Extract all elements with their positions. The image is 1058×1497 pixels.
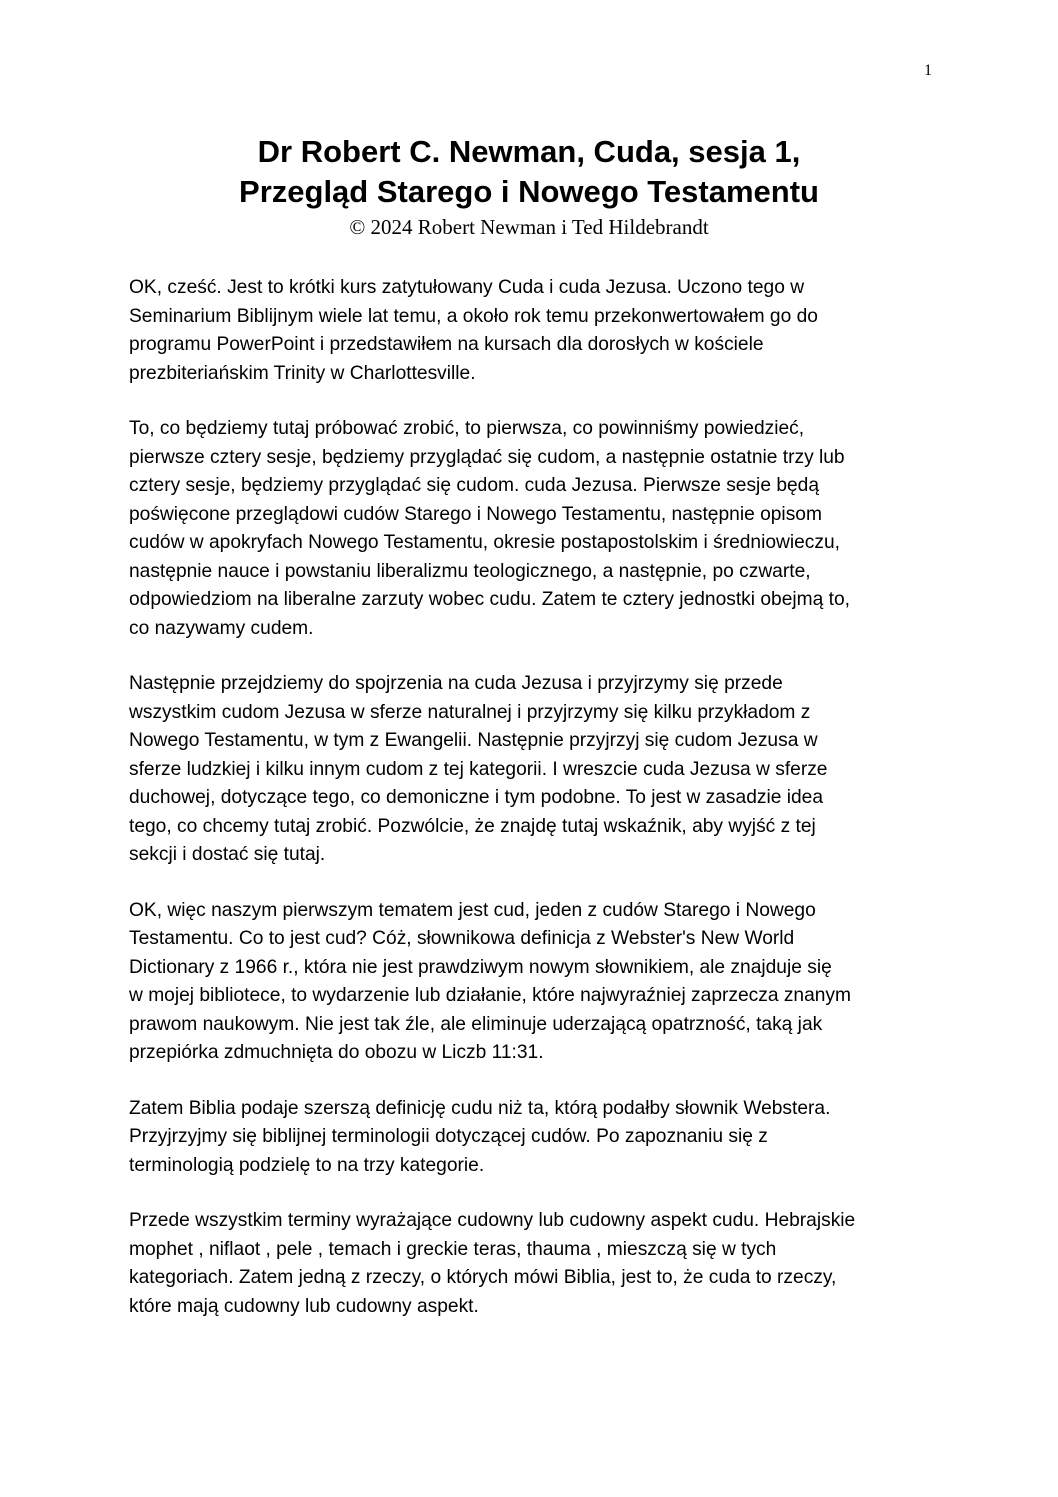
text-line: co nazywamy cudem. (129, 617, 314, 639)
text-line: Następnie przejdziemy do spojrzenia na cuda Jezusa i przyjrzymy się przede (129, 673, 783, 694)
title-line-2: Przegląd Starego i Nowego Testamentu (239, 174, 819, 209)
text-line: Dictionary z 1966 r., która nie jest prawdziwym nowym słownikiem, ale znajduje się (129, 956, 832, 978)
text-line: pierwsze cztery sesje, będziemy przyglądać się cudom, a następnie ostatnie trzy lub (129, 446, 845, 468)
title-line-1: Dr Robert C. Newman, Cuda, sesja 1, (257, 134, 801, 169)
text-line: sferze ludzkiej i kilku innym cudom z tej kategorii. I wreszcie cuda Jezusa w sferze (129, 758, 828, 780)
text-line: Zatem Biblia podaje szerszą definicję cudu niż ta, którą podałby słownik Webstera. (129, 1097, 831, 1119)
text-line: Nowego Testamentu, w tym z Ewangelii. Następnie przyjrzyj się cudom Jezusa w (129, 730, 818, 751)
document-body (129, 274, 929, 1348)
text-line: Seminarium Biblijnym wiele lat temu, a około rok temu przekonwertowałem go do (129, 305, 818, 327)
text-line: cztery sesje, będziemy przyglądać się cudom. cuda Jezusa. Pierwsze sesje będą (129, 475, 820, 496)
text-line: prawom naukowym. Nie jest tak źle, ale eliminuje uderzającą opatrzność, taką jak (129, 1013, 823, 1035)
text-line: programu PowerPoint i przedstawiłem na kursach dla dorosłych w kościele (129, 334, 764, 355)
paragraph (129, 897, 929, 1068)
text-line: terminologią podzielę to na trzy kategorie. (129, 1154, 485, 1176)
title-block (0, 132, 1058, 240)
text-line: duchowej, dotyczące tego, co demoniczne i tym podobne. To jest w zasadzie idea (129, 787, 823, 808)
copyright-notice: © 2024 Robert Newman i Ted Hildebrandt (349, 215, 709, 239)
text-line: To, co będziemy tutaj próbować zrobić, to pierwsza, co powinniśmy powiedzieć, (129, 418, 805, 439)
text-line: OK, cześć. Jest to krótki kurs zatytułowany Cuda i cuda Jezusa. Uczono tego w (129, 277, 805, 298)
text-line: poświęcone przeglądowi cudów Starego i Nowego Testamentu, następnie opisom (129, 503, 822, 525)
text-line: w mojej bibliotece, to wydarzenie lub działanie, które najwyraźniej zaprzecza znanym (129, 985, 852, 1006)
text-line: wszystkim cudom Jezusa w sferze naturalnej i przyjrzymy się kilku przykładom z (129, 701, 811, 723)
text-line: prezbiteriańskim Trinity w Charlottesville. (129, 362, 476, 384)
text-line: tego, co chcemy tutaj zrobić. Pozwólcie, że znajdę tutaj wskaźnik, aby wyjść z tej (129, 815, 816, 837)
paragraph (129, 1095, 929, 1181)
paragraph (129, 415, 929, 643)
text-line: odpowiedziom na liberalne zarzuty wobec cudu. Zatem te cztery jednostki obejmą to, (129, 589, 850, 610)
text-line: Przede wszystkim terminy wyrażające cudowny lub cudowny aspekt cudu. Hebrajskie (129, 1210, 856, 1231)
text-line: sekcji i dostać się tutaj. (129, 844, 326, 865)
paragraph (129, 670, 929, 870)
text-line: cudów w apokryfach Nowego Testamentu, okresie postapostolskim i średniowieczu, (129, 532, 840, 553)
text-line: następnie nauce i powstaniu liberalizmu teologicznego, a następnie, po czwarte, (129, 560, 811, 582)
text-line: Testamentu. Co to jest cud? Cóż, słownikowa definicja z Webster's New World (129, 928, 795, 949)
text-line: mophet , niflaot , pele , temach i greckie teras, thauma , mieszczą się w tych (129, 1238, 777, 1260)
text-line: OK, więc naszym pierwszym tematem jest cud, jeden z cudów Starego i Nowego (129, 899, 816, 921)
text-line: Przyjrzyjmy się biblijnej terminologii dotyczącej cudów. Po zapoznaniu się z (129, 1126, 768, 1147)
page-number: 1 (924, 62, 932, 79)
paragraph (129, 1207, 929, 1321)
text-line: które mają cudowny lub cudowny aspekt. (129, 1295, 479, 1317)
text-line: przepiórka zdmuchnięta do obozu w Liczb 11:31. (129, 1042, 544, 1063)
text-line: kategoriach. Zatem jedną z rzeczy, o których mówi Biblia, jest to, że cuda to rzeczy, (129, 1267, 837, 1288)
paragraph (129, 274, 929, 388)
